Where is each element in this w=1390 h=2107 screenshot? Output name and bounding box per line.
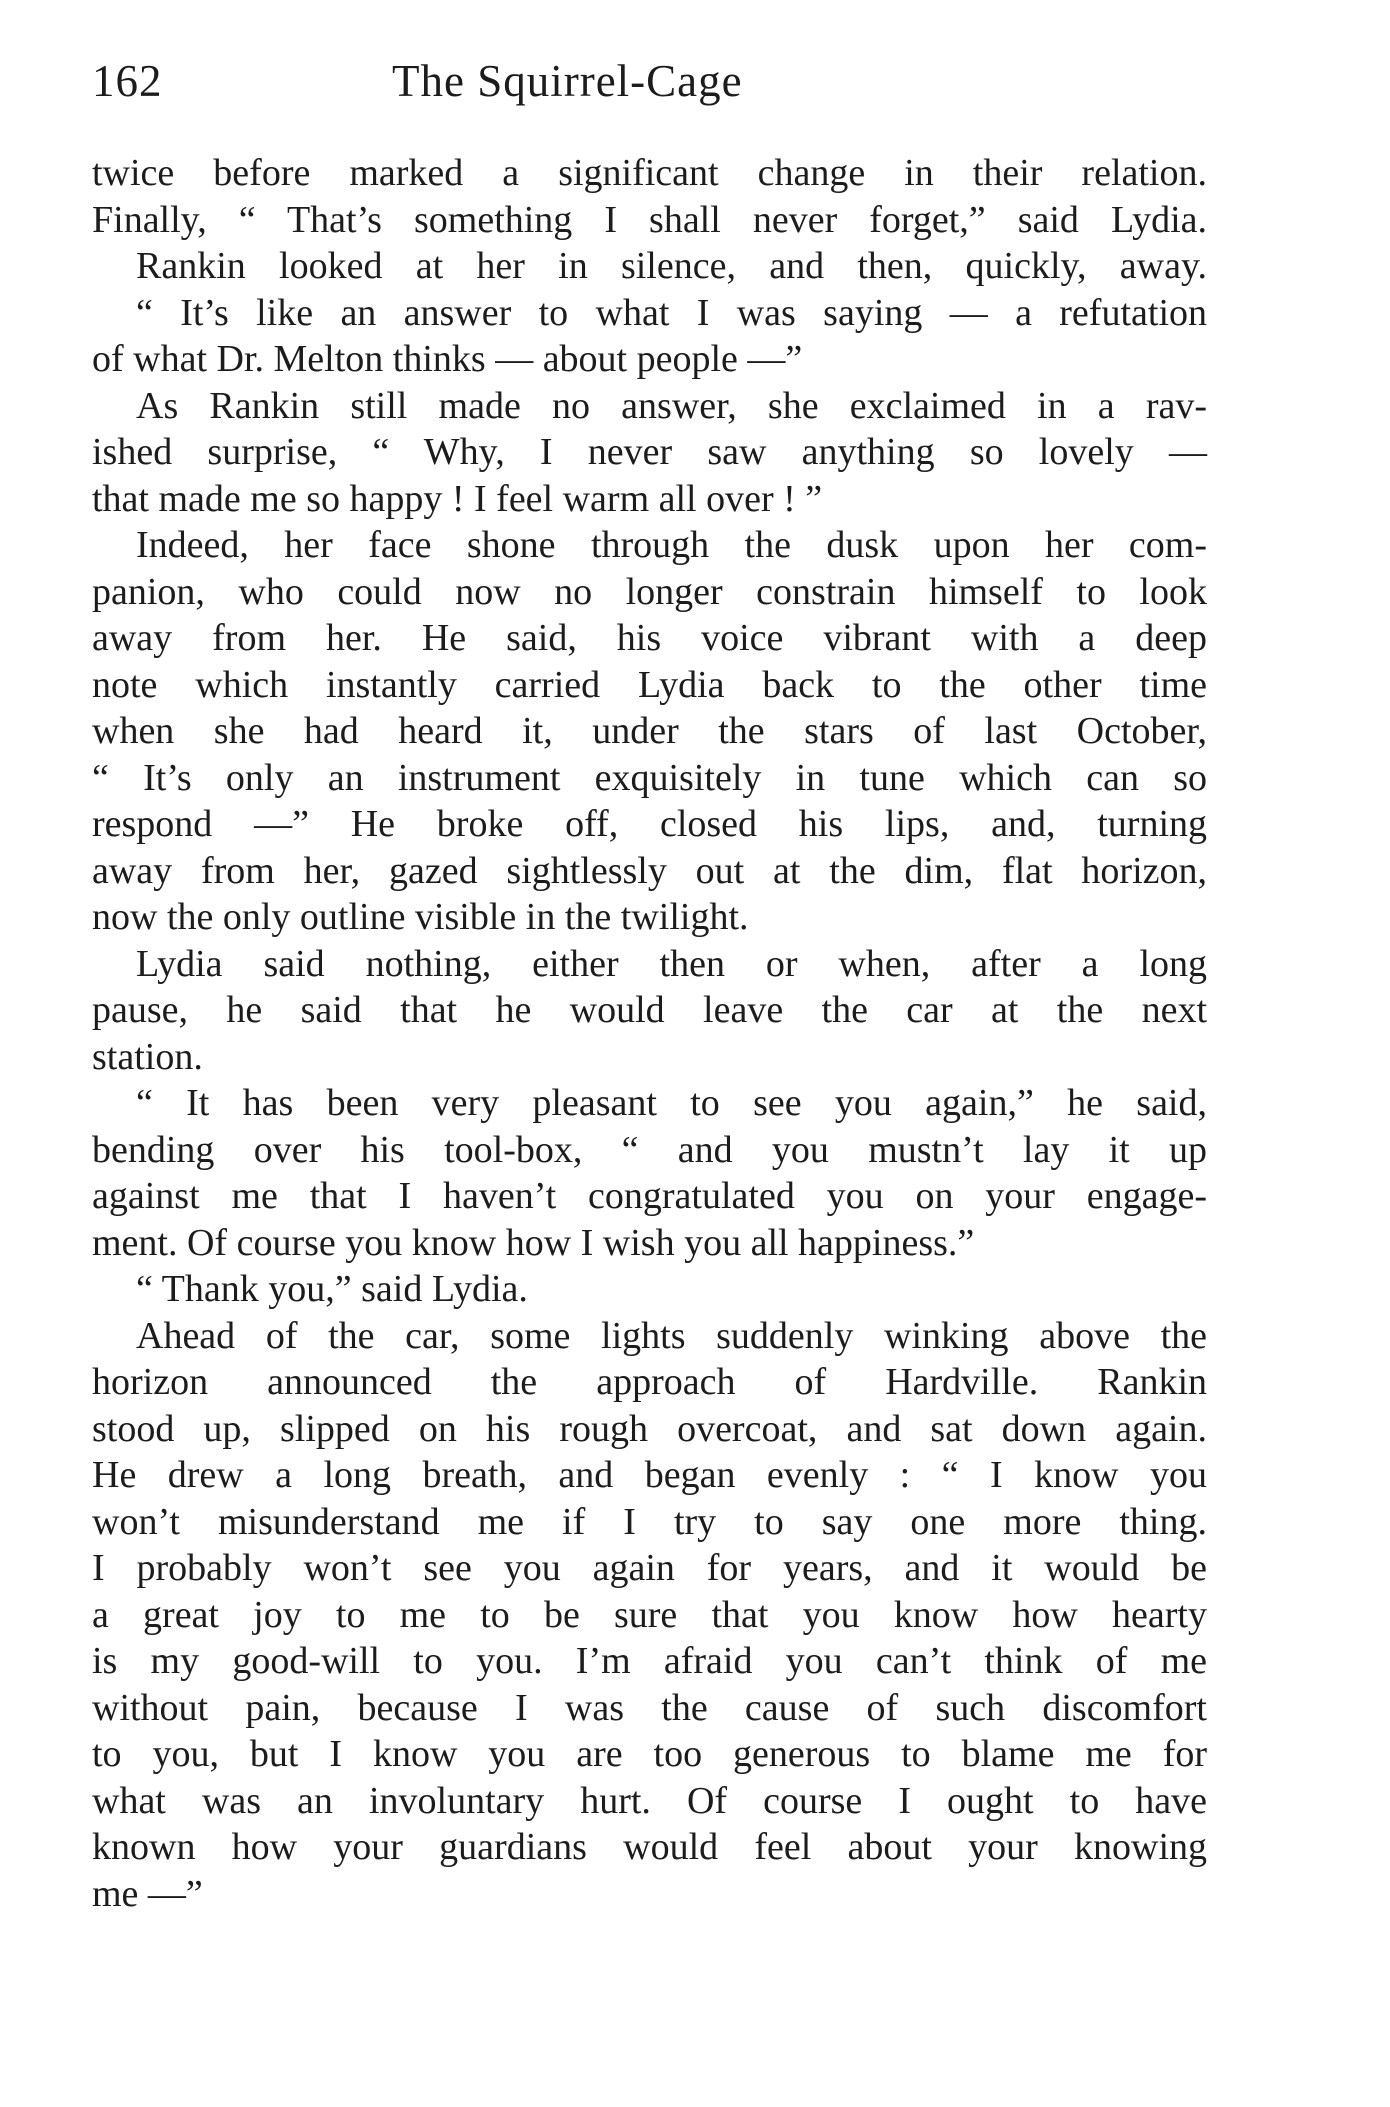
text-line: Rankin looked at her in silence, and then, quickly, away. [136, 245, 1207, 287]
text-line: pause, he said that he would leave the car at the next [92, 989, 1207, 1031]
text-line: twice before marked a significant change in their relation. [92, 152, 1207, 194]
text-line: “ It’s like an answer to what I was saying — a refutation [136, 291, 1207, 334]
text-line: “ It’s only an instrument exquisitely in tune which can so [92, 756, 1207, 799]
text-line: He drew a long breath, and began evenly : “ I know you [92, 1454, 1207, 1496]
text-line: ished surprise, “ Why, I never saw anything so lovely — [92, 431, 1207, 473]
running-title: The Squirrel-Cage [392, 56, 743, 106]
text-line: a great joy to me to be sure that you know how hearty [92, 1593, 1207, 1636]
text-line: respond —” He broke off, closed his lips, and, turning [92, 803, 1207, 845]
page-header [92, 55, 1207, 115]
page-number: 162 [92, 56, 163, 106]
text-line: away from her, gazed sightlessly out at the dim, flat horizon, [92, 849, 1207, 892]
text-line: Ahead of the car, some lights suddenly winking above the [136, 1314, 1207, 1357]
text-line: known how your guardians would feel about your knowing [92, 1826, 1207, 1868]
text-line: “ It has been very pleasant to see you again,” he said, [136, 1082, 1207, 1124]
text-line: Lydia said nothing, either then or when, after a long [136, 942, 1207, 985]
text-line: what was an involuntary hurt. Of course I ought to have [92, 1779, 1207, 1822]
text-line: against me that I haven’t congratulated you on your engage- [92, 1175, 1207, 1217]
text-line: me —” [92, 1872, 203, 1915]
text-line: note which instantly carried Lydia back to the other time [92, 663, 1207, 706]
text-line: away from her. He said, his voice vibrant with a deep [92, 617, 1207, 659]
text-line: now the only outline visible in the twilight. [92, 896, 749, 938]
text-line: Indeed, her face shone through the dusk upon her com- [136, 524, 1207, 566]
text-line: Finally, “ That’s something I shall never forget,” said Lydia. [92, 198, 1207, 241]
text-line: without pain, because I was the cause of such discomfort [92, 1686, 1207, 1729]
text-line: panion, who could now no longer constrain himself to look [92, 570, 1207, 613]
text-line: bending over his tool-box, “ and you mustn’t lay it up [92, 1128, 1207, 1171]
text-line: horizon announced the approach of Hardville. Rankin [92, 1361, 1207, 1403]
text-line: won’t misunderstand me if I try to say one more thing. [92, 1500, 1207, 1543]
text-line: “ Thank you,” said Lydia. [136, 1268, 528, 1310]
text-line: stood up, slipped on his rough overcoat, and sat down again. [92, 1407, 1207, 1450]
text-line: I probably won’t see you again for years, and it would be [92, 1547, 1207, 1589]
body-text [92, 150, 1207, 1917]
text-line: is my good-will to you. I’m afraid you can’t think of me [92, 1640, 1207, 1682]
text-line: that made me so happy ! I feel warm all over ! ” [92, 477, 823, 520]
text-line: ment. Of course you know how I wish you all happiness.” [92, 1221, 975, 1264]
text-line: of what Dr. Melton thinks — about people —” [92, 338, 803, 380]
text-line: As Rankin still made no answer, she exclaimed in a rav- [136, 384, 1207, 427]
text-line: station. [92, 1035, 203, 1078]
text-line: when she had heard it, under the stars of last October, [92, 710, 1207, 752]
text-line: to you, but I know you are too generous to blame me for [92, 1733, 1207, 1775]
